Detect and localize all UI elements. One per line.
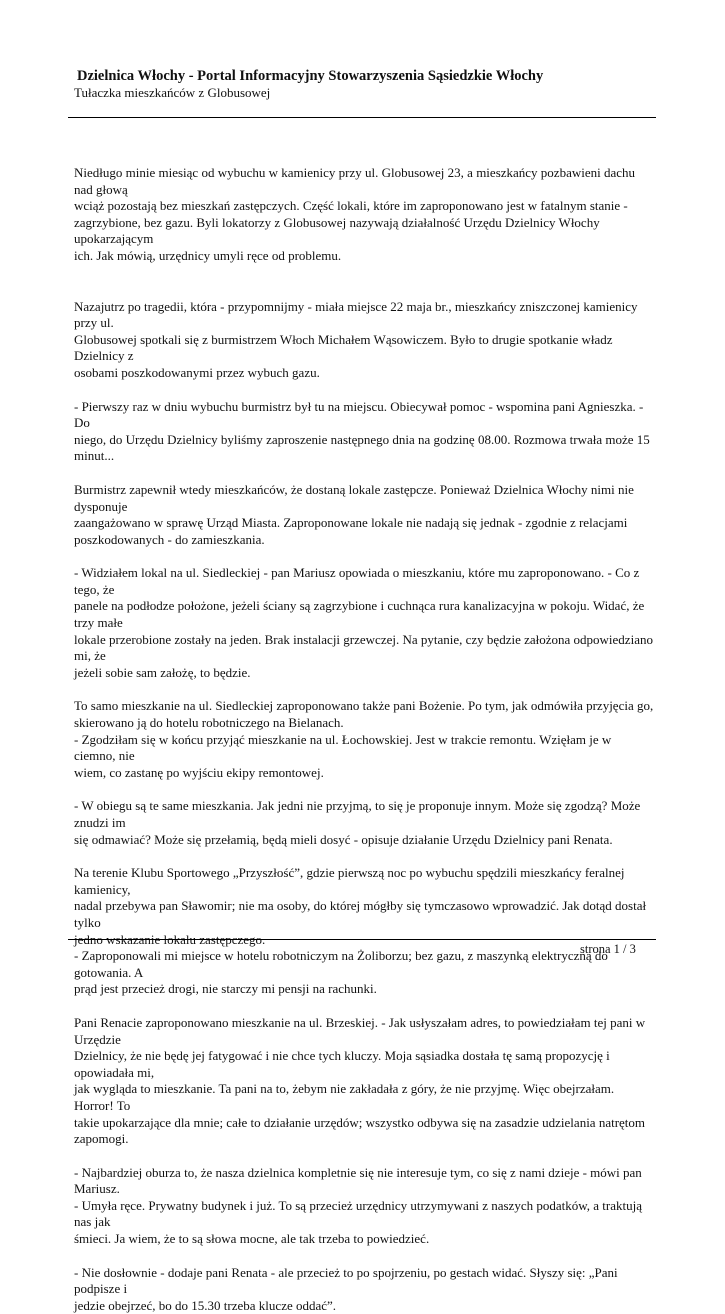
paragraph-4: Burmistrz zapewnił wtedy mieszkańców, że dostaną lokale zastępcze. Ponieważ Dzielnica Włochy nimi nie dysponuje zaangażowano w sprawę Urząd Miasta. Zaproponowane lokale nie nadają się jednak - zgodnie z relacjami poszkodowanych - do zamieszkania.: [74, 481, 634, 547]
header-divider: [68, 117, 656, 118]
site-title: Dzielnica Włochy - Portal Informacyjny Stowarzyszenia Sąsiedzkie Włochy: [77, 68, 544, 84]
paragraph-2: Nazajutrz po tragedii, która - przypomnijmy - miała miejsce 22 maja br., mieszkańcy zniszczonej kamienicy przy ul. Globusowej spotkali się z burmistrzem Włoch Michałem Wąsowiczem. Było to drugie spotkanie władz Dzielnicy z osobami poszkodowanymi przez wybuch gazu.: [74, 298, 638, 380]
paragraph-8: Na terenie Klubu Sportowego „Przyszłość”, gdzie pierwszą noc po wybuchu spędzili mieszkańcy feralnej kamienicy, nadal przebywa pan Sławomir; nie ma osoby, do której mógłby się tymczasowo wprowadzić. Jak dotąd dostał tylko jedno wskazanie lokalu zastępczego. - Zaproponowali mi miejsce w hotelu robotniczym na Żoliborzu; bez gazu, z maszynką elektryczną do gotowania. A prąd jest przecież drogi, nie starczy mi pensji na rachunki.: [74, 865, 647, 997]
paragraph-7: - W obiegu są te same mieszkania. Jak jedni nie przyjmą, to się je proponuje innym. Może się zgodzą? Może znudzi im się odmawiać? Może się przełamią, będą mieli dosyć - opisuje działanie Urzędu Dzielnicy pani Renata.: [74, 798, 641, 847]
paragraph-3: - Pierwszy raz w dniu wybuchu burmistrz był tu na miejscu. Obiecywał pomoc - wspomina pani Agnieszka. - Do niego, do Urzędu Dzielnicy byliśmy zaproszenie następnego dnia na godzinę 08.00. Rozmowa trwała może 15 minut...: [74, 398, 650, 464]
paragraph-5: - Widziałem lokal na ul. Siedleckiej - pan Mariusz opowiada o mieszkaniu, które mu zaproponowano. - Co z tego, że panele na podłodze położone, jeżeli ściany są zagrzybione i cuchnąca rura kanalizacyjna w pokoju. Widać, że trzy małe lokale przerobione zostały na jeden. Brak instalacji grzewczej. Na pytanie, czy będzie założona odpowiedziano mi, że jeżeli sobie sam założę, to będzie.: [74, 565, 653, 680]
article-title: Tułaczka mieszkańców z Globusowej: [74, 85, 271, 100]
paragraph-intro: Niedługo minie miesiąc od wybuchu w kamienicy przy ul. Globusowej 23, a mieszkańcy pozbawieni dachu nad głową wciąż pozostają bez mieszkań zastępczych. Część lokali, które im zaproponowano jest w fatalnym stanie - zagrzybione, bez gazu. Byli lokatorzy z Globusowej nazywają działalność Urzędu Dzielnicy Włochy upokarzającym ich. Jak mówią, urzędnicy umyli ręce od problemu.: [74, 165, 636, 263]
page-number: strona 1 / 3: [580, 942, 636, 956]
footer-divider: [68, 939, 656, 940]
article-body: [74, 165, 654, 1314]
paragraph-9: Pani Renacie zaproponowano mieszkanie na ul. Brzeskiej. - Jak usłyszałam adres, to powiedziałam tej pani w Urzędzie Dzielnicy, że nie będę jej fatygować i nie chce tych kluczy. Moja sąsiadka dostała tę samą propozycję i opowiadała mi, jak wygląda to mieszkanie. Ta pani na to, żebym nie zakładała z góry, że nie przyjmę. Więc obejrzałam. Horror! To takie upokarzające dla mnie; całe to działanie urzędów; wszystko odbywa się na zasadzie udzielania natrętom zapomogi.: [74, 1014, 646, 1147]
paragraph-11: - Nie dosłownie - dodaje pani Renata - ale przecież to po spojrzeniu, po gestach widać. Słyszy się: „Pani podpisze i jedzie obejrzeć, bo do 15.30 trzeba klucze oddać”.: [74, 1264, 618, 1313]
paragraph-6: To samo mieszkanie na ul. Siedleckiej zaproponowano także pani Bożenie. Po tym, jak odmówiła przyjęcia go, skierowano ją do hotelu robotniczego na Bielanach. - Zgodziłam się w końcu przyjąć mieszkanie na ul. Łochowskiej. Jest w trakcie remontu. Wzięłam je w ciemno, nie wiem, co zastanę po wyjściu ekipy remontowej.: [74, 698, 654, 780]
paragraph-10: - Najbardziej oburza to, że nasza dzielnica kompletnie się nie interesuje tym, co się z nami dzieje - mówi pan Mariusz. - Umyła ręce. Prywatny budynek i już. To są przecież urzędnicy utrzymywani z naszych podatków, a traktują nas jak śmieci. Ja wiem, że to są słowa mocne, ale tak trzeba to powiedzieć.: [74, 1164, 642, 1247]
